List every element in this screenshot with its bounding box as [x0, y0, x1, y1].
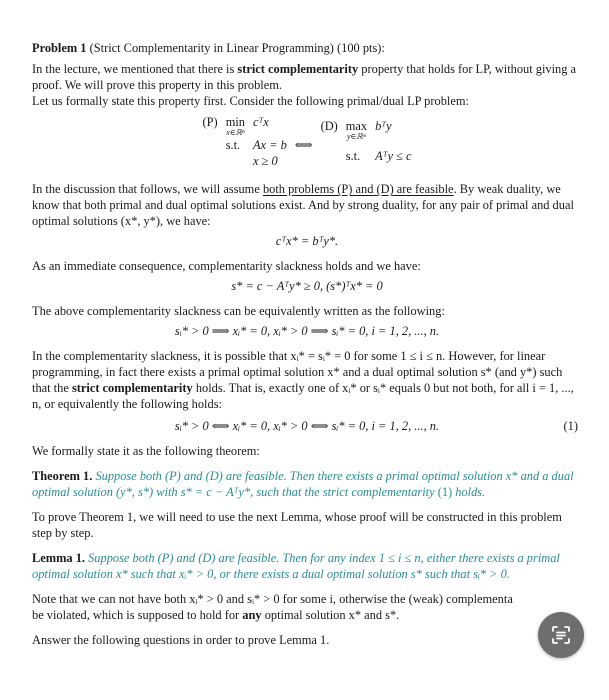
paragraph-answer: Answer the following questions in order to prove Lemma 1. — [32, 633, 330, 647]
primal-dual-lp — [32, 114, 582, 169]
paragraph-theorem-intro: We formally state it as the following theorem: — [32, 444, 260, 458]
primal-min-subscript: x∈ℝⁿ — [226, 128, 245, 137]
problem-label: Problem 1 — [32, 41, 87, 55]
primal-st: s.t. — [225, 138, 241, 152]
equation-number: (1) — [563, 419, 578, 433]
lemma-text: Suppose both (P) and (D) are feasible. Then for any index 1 ≤ i ≤ n, either there exists a primal optimal solution x* such that xᵢ* > 0, or there exists a dual optimal solution s* such that sᵢ* > 0. — [32, 551, 560, 581]
theorem-text-b: holds. — [455, 485, 486, 499]
paragraph-feasibility — [32, 181, 582, 229]
problem-document — [32, 40, 582, 648]
strict-complementarity-equation — [32, 418, 582, 434]
theorem-1 — [32, 468, 582, 500]
paragraph-lemma-intro: To prove Theorem 1, we will need to use the next Lemma, whose proof will be constructed in this problem step by step. — [32, 510, 562, 540]
slackness-equation — [32, 278, 582, 294]
note-text-a: Note that we can not have both xᵢ* > 0 and sᵢ* > 0 for some i, otherwise the (weak) complementa — [32, 592, 513, 606]
primal-constraint-1: Ax = b — [252, 138, 287, 152]
dual-objective: bᵀy — [375, 119, 392, 133]
strict-complementarity-text: sᵢ* > 0 ⟺ xᵢ* = 0, xᵢ* > 0 ⟺ sᵢ* = 0, i = 1, 2, ..., n. — [174, 419, 440, 433]
primal-problem — [199, 114, 317, 169]
dual-st: s.t. — [345, 149, 361, 164]
paragraph-strict — [32, 348, 582, 412]
equivalent-slackness-equation — [32, 323, 582, 339]
strong-duality-equation — [32, 233, 582, 249]
primal-min: min — [225, 115, 245, 129]
para1-text-b: . By weak duality, we know that both primal and dual optimal solutions exist. And by strong duality, for any pair of primal and dual optimal solutions (x*, y*), we have: — [32, 182, 574, 228]
problem-subtitle: (Strict Complementarity in Linear Programming) (100 pts): — [89, 41, 385, 55]
strong-duality-text: cᵀx* = bᵀy*. — [275, 234, 339, 248]
equivalent-slackness-text: sᵢ* > 0 ⟹ xᵢ* = 0, xᵢ* > 0 ⟹ sᵢ* = 0, i = 1, 2, ..., n. — [174, 324, 440, 338]
document-scan-icon — [549, 623, 573, 647]
primal-label: (P) — [202, 115, 218, 129]
intro-text-b: property that holds for LP, without giving a proof. We will prove this property in this problem. — [32, 62, 577, 92]
floating-action-button[interactable] — [538, 612, 584, 658]
intro-paragraph-2: Let us formally state this property first. Consider the following primal/dual LP problem: — [32, 94, 469, 108]
primal-min-cell — [222, 114, 249, 137]
dual-problem — [317, 118, 416, 169]
intro-paragraph — [32, 61, 582, 93]
dual-max-subscript: y∈ℝᵐ — [346, 132, 367, 141]
theorem-text-a: Suppose both (P) and (D) are feasible. Then there exists a primal optimal solution x* and a dual optimal solution (y*, s*) with s* = c − Aᵀy*, such that the strict complementarity — [32, 469, 574, 499]
primal-objective: cᵀx — [252, 115, 269, 129]
dual-max: max — [345, 119, 368, 133]
intro-bold: strict complementarity — [237, 62, 359, 76]
note-text-c: optimal solution x* and s*. — [264, 608, 400, 622]
note-text-b: be violated, which is supposed to hold for — [32, 608, 240, 622]
slackness-text: s* = c − Aᵀy* ≥ 0, (s*)ᵀx* = 0 — [231, 279, 383, 293]
feasibility-underline: both problems (P) and (D) are feasible — [262, 182, 454, 196]
problem-heading — [32, 40, 582, 56]
note-bold-any: any — [242, 608, 262, 622]
theorem-equation-ref[interactable]: (1) — [437, 485, 453, 499]
para4-text-b: holds. That is, exactly one of xᵢ* or sᵢ* equals 0 but not both, for all i = 1, ..., n, or equivalently the following holds: — [32, 381, 574, 411]
theorem-label: Theorem 1. — [32, 469, 93, 483]
equivalence-arrow: ⟺ — [294, 138, 313, 152]
lemma-1 — [32, 550, 582, 582]
paragraph-equivalent: The above complementarity slackness can be equivalently written as the following: — [32, 304, 445, 318]
dual-label: (D) — [320, 119, 338, 133]
dual-constraint: Aᵀy ≤ c — [375, 149, 412, 164]
para1-text-a: In the discussion that follows, we will assume — [32, 182, 260, 196]
strict-complementarity-bold: strict complementarity — [71, 381, 193, 395]
paragraph-consequence: As an immediate consequence, complementarity slackness holds and we have: — [32, 259, 421, 273]
para4-text-a: In the complementarity slackness, it is possible that xᵢ* = sᵢ* = 0 for some 1 ≤ i ≤ n. However, for linear programming, in fact there exists a primal optimal solution x* and a dual optimal solution s* (and y*) such that the — [32, 349, 563, 395]
paragraph-note — [32, 591, 582, 623]
primal-constraint-2: x ≥ 0 — [252, 154, 278, 168]
dual-max-cell — [342, 118, 371, 148]
lemma-label: Lemma 1. — [32, 551, 85, 565]
intro-text-a: In the lecture, we mentioned that there is — [32, 62, 235, 76]
